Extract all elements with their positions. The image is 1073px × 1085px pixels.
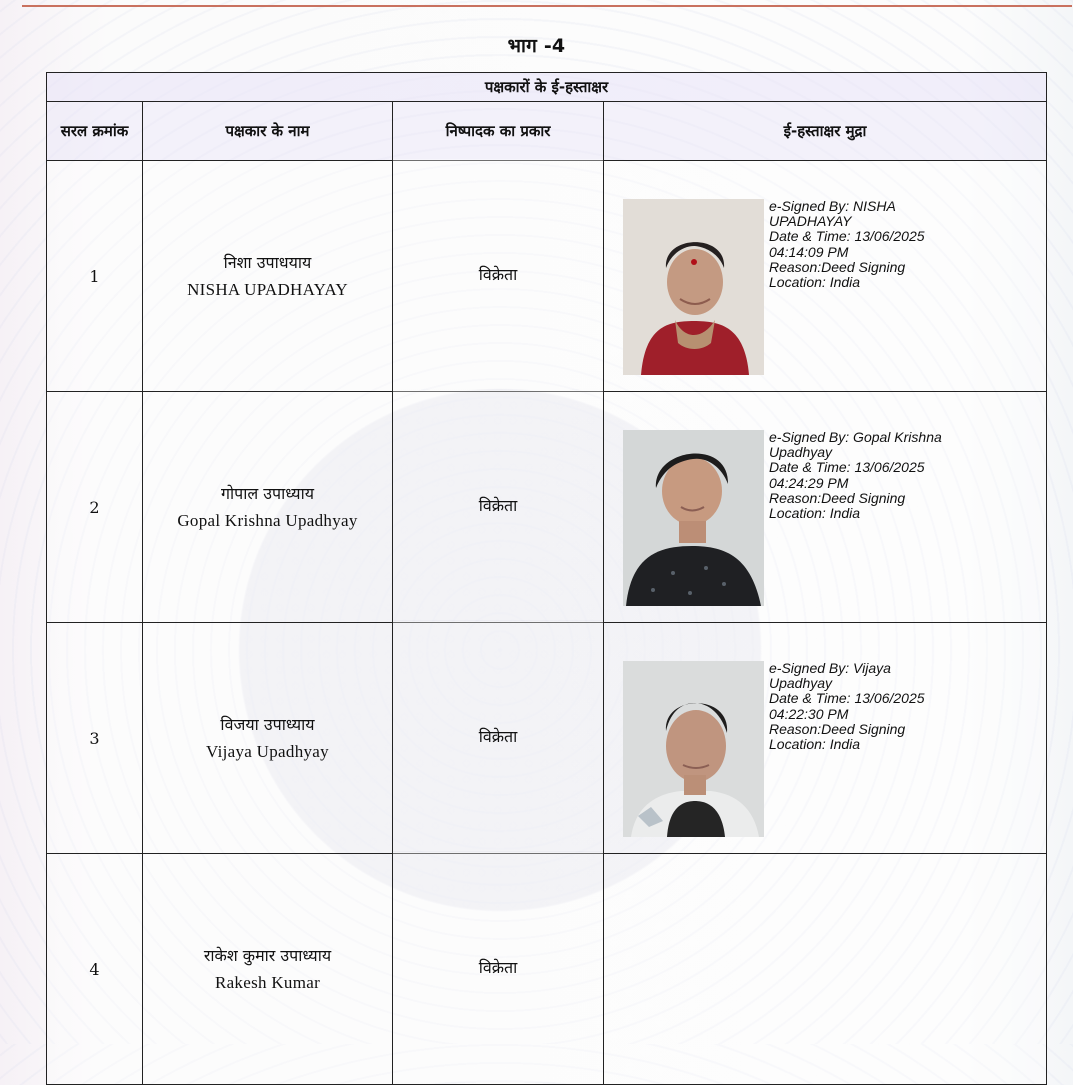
executor-type-cell: विक्रेता — [393, 852, 604, 1083]
esign-location: Location: India — [769, 274, 861, 291]
esign-location: Location: India — [769, 505, 861, 522]
esign-signed-by-cont: Upadhyay — [769, 675, 833, 692]
table-row — [47, 854, 1047, 1085]
table-row — [47, 623, 1047, 854]
header-party-name: पक्षकार के नाम — [143, 102, 393, 161]
party-name-hindi: विजया उपाध्याय — [220, 715, 315, 734]
woman-portrait-icon — [623, 199, 764, 375]
top-divider — [22, 5, 1072, 7]
section-title: भाग -4 — [507, 35, 566, 57]
party-name-english: Gopal Krishna Upadhyay — [177, 511, 358, 530]
header-esign-stamp: ई-हस्ताक्षर मुद्रा — [604, 102, 1047, 161]
party-name-cell — [143, 623, 393, 854]
esign-location: Location: India — [769, 736, 861, 753]
esign-details — [769, 199, 979, 290]
serial-cell: 4 — [47, 854, 143, 1085]
esign-stamp-cell — [604, 623, 1047, 854]
table-caption: पक्षकारों के ई-हस्ताक्षर — [47, 73, 1047, 102]
esign-date: Date & Time: 13/06/2025 — [769, 690, 925, 707]
esign-time: 04:14:09 PM — [769, 243, 849, 260]
woman-portrait-icon — [623, 661, 764, 837]
party-name-cell — [143, 161, 393, 392]
table-row — [47, 392, 1047, 623]
executor-type-cell: विक्रेता — [393, 159, 604, 390]
party-name-cell — [143, 392, 393, 623]
esign-time: 04:24:29 PM — [769, 474, 849, 491]
party-name-hindi: निशा उपाधयाय — [223, 253, 312, 272]
party-name-hindi: गोपाल उपाध्याय — [220, 484, 315, 503]
table-header-row — [47, 102, 1047, 161]
esign-time: 04:22:30 PM — [769, 705, 849, 722]
esign-reason: Reason:Deed Signing — [769, 258, 906, 275]
party-name-english: Rakesh Kumar — [214, 973, 321, 992]
party-name-english: NISHA UPADHAYAY — [187, 280, 348, 299]
party-name-cell — [143, 854, 393, 1085]
serial-cell: 1 — [47, 161, 143, 392]
executor-type-cell: विक्रेता — [393, 621, 604, 852]
esign-stamp-cell — [604, 161, 1047, 392]
esign-signed-by: e-Signed By: NISHA — [769, 198, 896, 214]
man-portrait-icon — [623, 430, 764, 606]
esign-stamp — [623, 661, 1043, 841]
esign-table-wrapper — [46, 72, 1046, 1072]
esign-table — [46, 72, 1047, 1085]
esign-signed-by-cont: UPADHAYAY — [769, 213, 852, 230]
esign-details — [769, 661, 979, 752]
esign-reason: Reason:Deed Signing — [769, 489, 906, 506]
header-executor-type: निष्पादक का प्रकार — [393, 102, 604, 161]
esign-stamp-cell — [604, 392, 1047, 623]
header-serial: सरल क्रमांक — [47, 102, 143, 161]
esign-signed-by: e-Signed By: Gopal Krishna — [769, 429, 942, 445]
party-name-english: Vijaya Upadhyay — [206, 742, 329, 761]
esign-date: Date & Time: 13/06/2025 — [769, 459, 925, 476]
esign-stamp — [623, 430, 1043, 610]
party-name-hindi: राकेश कुमार उपाध्याय — [203, 946, 332, 965]
serial-cell: 3 — [47, 623, 143, 854]
esign-stamp — [623, 199, 1043, 379]
executor-type-cell: विक्रेता — [393, 390, 604, 621]
esign-details — [769, 430, 979, 521]
esign-stamp-cell — [604, 854, 1047, 1085]
esign-reason: Reason:Deed Signing — [769, 720, 906, 737]
esign-signed-by-cont: Upadhyay — [769, 444, 833, 461]
serial-cell: 2 — [47, 392, 143, 623]
esign-signed-by: e-Signed By: Vijaya — [769, 660, 891, 676]
table-caption-row — [47, 73, 1047, 102]
table-row — [47, 161, 1047, 392]
esign-date: Date & Time: 13/06/2025 — [769, 228, 925, 245]
